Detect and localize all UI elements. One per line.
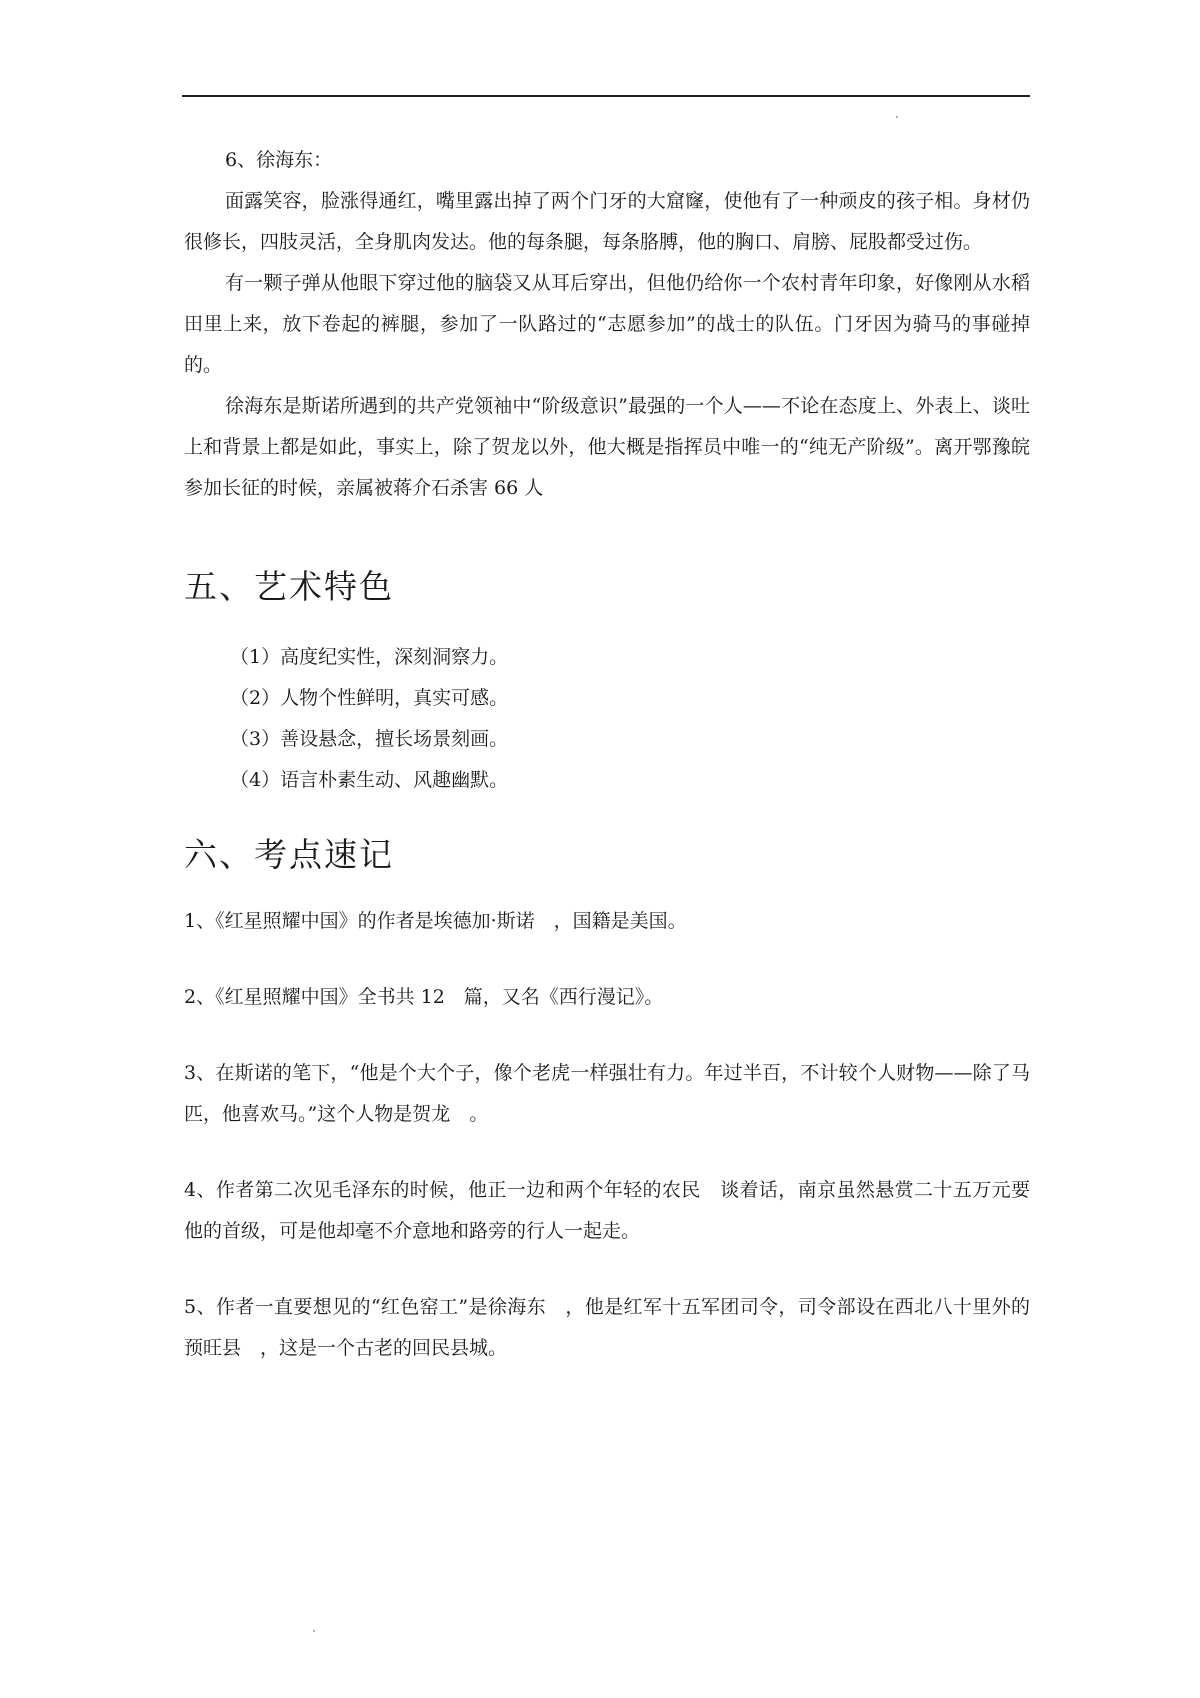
exam-point-list bbox=[184, 901, 1030, 1369]
speck-mark bbox=[313, 1630, 315, 1632]
list-item: （2）人物个性鲜明，真实可感。 bbox=[230, 687, 509, 709]
person-paragraph: 面露笑容，脸涨得通红，嘴里露出掉了两个门牙的大窟窿，使他有了一种顽皮的孩子相。身材仍很修长，四肢灵活，全身肌肉发达。他的每条腿，每条胳膊，他的胸口、肩膀、屁股都受过伤。 bbox=[184, 190, 1030, 253]
exam-point: 2、《红星照耀中国》全书共 12 篇，又名《西行漫记》。 bbox=[184, 986, 664, 1008]
person-paragraph: 徐海东是斯诺所遇到的共产党领袖中“阶级意识”最强的一个人——不论在态度上、外表上、谈吐上和背景上都是如此，事实上，除了贺龙以外，他大概是指挥员中唯一的“纯无产阶级”。离开鄂豫皖参加长征的时候，亲属被蒋介石杀害 66 人 bbox=[184, 395, 1030, 499]
section-title-exam: 六、考点速记 bbox=[184, 835, 394, 874]
exam-point: 4、作者第二次见毛泽东的时候，他正一边和两个年轻的农民 谈着话，南京虽然悬赏二十五万元要他的首级，可是他却毫不介意地和路旁的行人一起走。 bbox=[184, 1179, 1030, 1242]
section-title-art: 五、艺术特色 bbox=[184, 567, 394, 606]
document-body bbox=[184, 140, 1030, 1369]
speck-mark bbox=[896, 116, 898, 118]
header-rule bbox=[182, 95, 1030, 97]
exam-point: 1、《红星照耀中国》的作者是埃德加·斯诺 ，国籍是美国。 bbox=[184, 910, 687, 932]
list-item: （3）善设悬念，擅长场景刻画。 bbox=[230, 728, 509, 750]
person-paragraph: 有一颗子弹从他眼下穿过他的脑袋又从耳后穿出，但他仍给你一个农村青年印象，好像刚从水稻田里上来，放下卷起的裤腿，参加了一队路过的“志愿参加”的战士的队伍。门牙因为骑马的事碰掉的。 bbox=[184, 272, 1030, 376]
exam-point: 5、作者一直要想见的“红色窑工”是徐海东 ，他是红军十五军团司令，司令部设在西北八十里外的预旺县 ，这是一个古老的回民县城。 bbox=[184, 1296, 1030, 1359]
exam-point: 3、在斯诺的笔下，“他是个大个子，像个老虎一样强壮有力。年过半百，不计较个人财物——除了马匹，他喜欢马。”这个人物是贺龙 。 bbox=[184, 1062, 1030, 1125]
list-item: （4）语言朴素生动、风趣幽默。 bbox=[230, 769, 509, 791]
person-heading: 6、徐海东： bbox=[225, 149, 333, 171]
art-feature-list bbox=[184, 637, 1030, 801]
list-item: （1）高度纪实性，深刻洞察力。 bbox=[230, 646, 509, 668]
